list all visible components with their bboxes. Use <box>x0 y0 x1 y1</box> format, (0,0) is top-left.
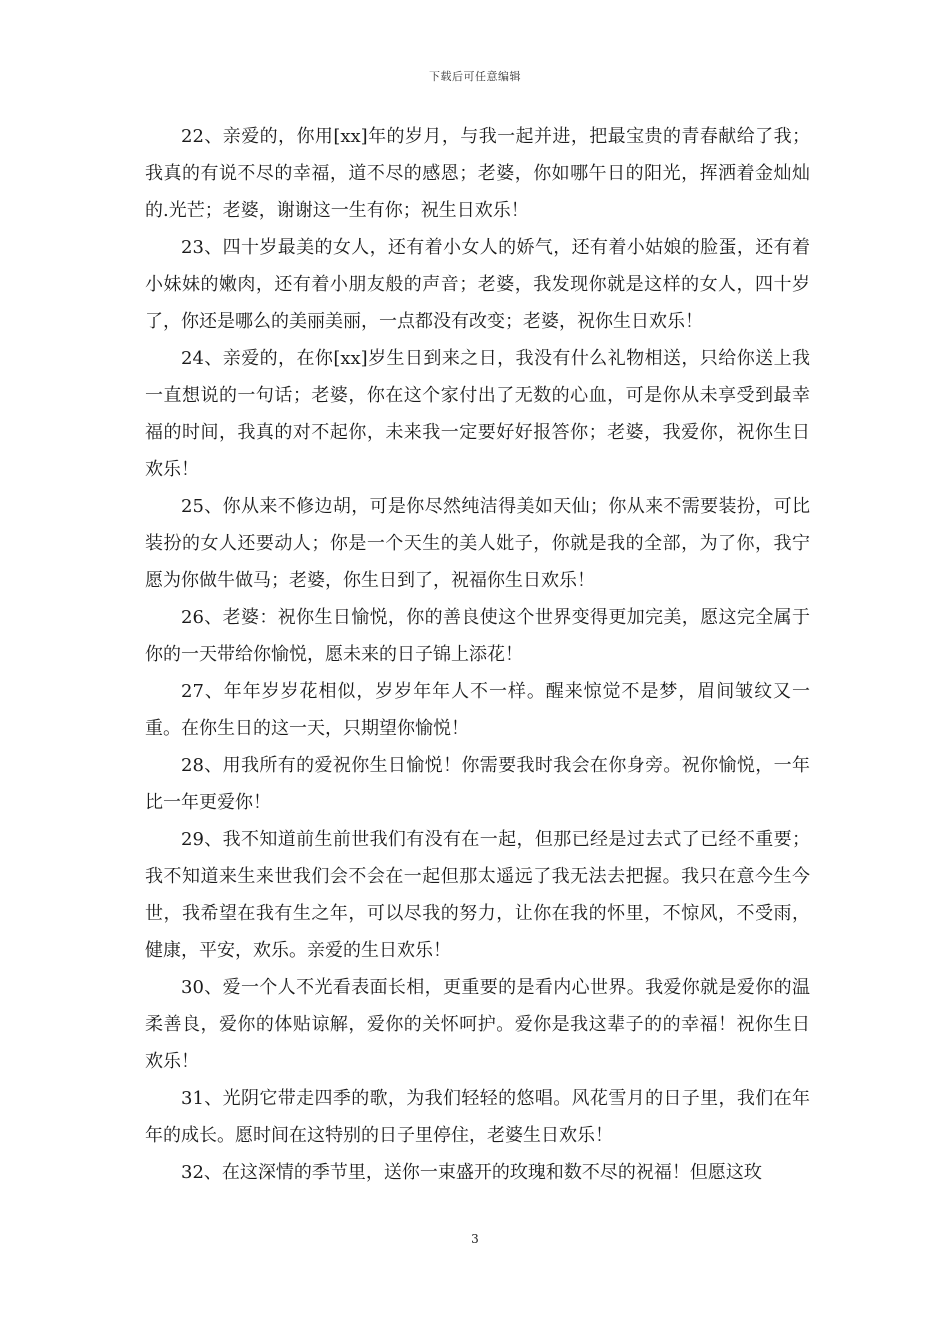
paragraph-32: 32、在这深情的季节里，送你一束盛开的玫瑰和数不尽的祝福！但愿这玫 <box>181 1162 762 1183</box>
page-header: 下载后可任意编辑 <box>429 70 521 83</box>
paragraph-25: 25、你从来不修边胡，可是你尽然纯洁得美如天仙；你从来不需要装扮，可比装扮的女人还要动人；你是一个天生的美人妣子，你就是我的全部，为了你，我宁愿为你做牛做马；老婆，你生日到了，祝福你生日欢乐！ <box>145 496 810 591</box>
paragraph-30: 30、爱一个人不光看表面长相，更重要的是看内心世界。我爱你就是爱你的温柔善良，爱你的体贴谅解，爱你的关怀呵护。爱你是我这辈子的的幸福！祝你生日欢乐！ <box>145 977 810 1072</box>
document-body <box>145 118 810 1191</box>
paragraph-24: 24、亲爱的，在你[xx]岁生日到来之日，我没有什么礼物相送，只给你送上我一直想说的一句话；老婆，你在这个家付出了无数的心血，可是你从未享受到最幸福的时间，我真的对不起你，未来我一定要好好报答你；老婆，我爱你，祝你生日欢乐！ <box>145 348 810 480</box>
paragraph-28: 28、用我所有的爱祝你生日愉悦！你需要我时我会在你身旁。祝你愉悦，一年比一年更爱你！ <box>145 755 810 813</box>
paragraph-31: 31、光阴它带走四季的歌，为我们轻轻的悠唱。风花雪月的日子里，我们在年年的成长。愿时间在这特别的日子里停住，老婆生日欢乐！ <box>145 1088 810 1146</box>
page-number: 3 <box>471 1232 479 1246</box>
paragraph-23: 23、四十岁最美的女人，还有着小女人的娇气，还有着小姑娘的脸蛋，还有着小妹妹的嫩肉，还有着小朋友般的声音；老婆，我发现你就是这样的女人，四十岁了，你还是哪么的美丽美丽，一点都没有改变；老婆，祝你生日欢乐！ <box>145 237 810 332</box>
paragraph-29: 29、我不知道前生前世我们有没有在一起，但那已经是过去式了已经不重要；我不知道来生来世我们会不会在一起但那太遥远了我无法去把握。我只在意今生今世，我希望在我有生之年，可以尽我的努力，让你在我的怀里，不惊风，不受雨，健康，平安，欢乐。亲爱的生日欢乐！ <box>145 829 810 961</box>
paragraph-22: 22、亲爱的，你用[xx]年的岁月，与我一起并进，把最宝贵的青春献给了我；我真的有说不尽的幸福，道不尽的感恩；老婆，你如哪午日的阳光，挥洒着金灿灿的.光芒；老婆，谢谢这一生有你；祝生日欢乐！ <box>145 126 810 221</box>
paragraph-27: 27、年年岁岁花相似，岁岁年年人不一样。醒来惊觉不是梦，眉间皱纹又一重。在你生日的这一天，只期望你愉悦！ <box>145 681 810 739</box>
paragraph-26: 26、老婆：祝你生日愉悦，你的善良使这个世界变得更加完美，愿这完全属于你的一天带给你愉悦，愿未来的日子锦上添花！ <box>145 607 810 665</box>
